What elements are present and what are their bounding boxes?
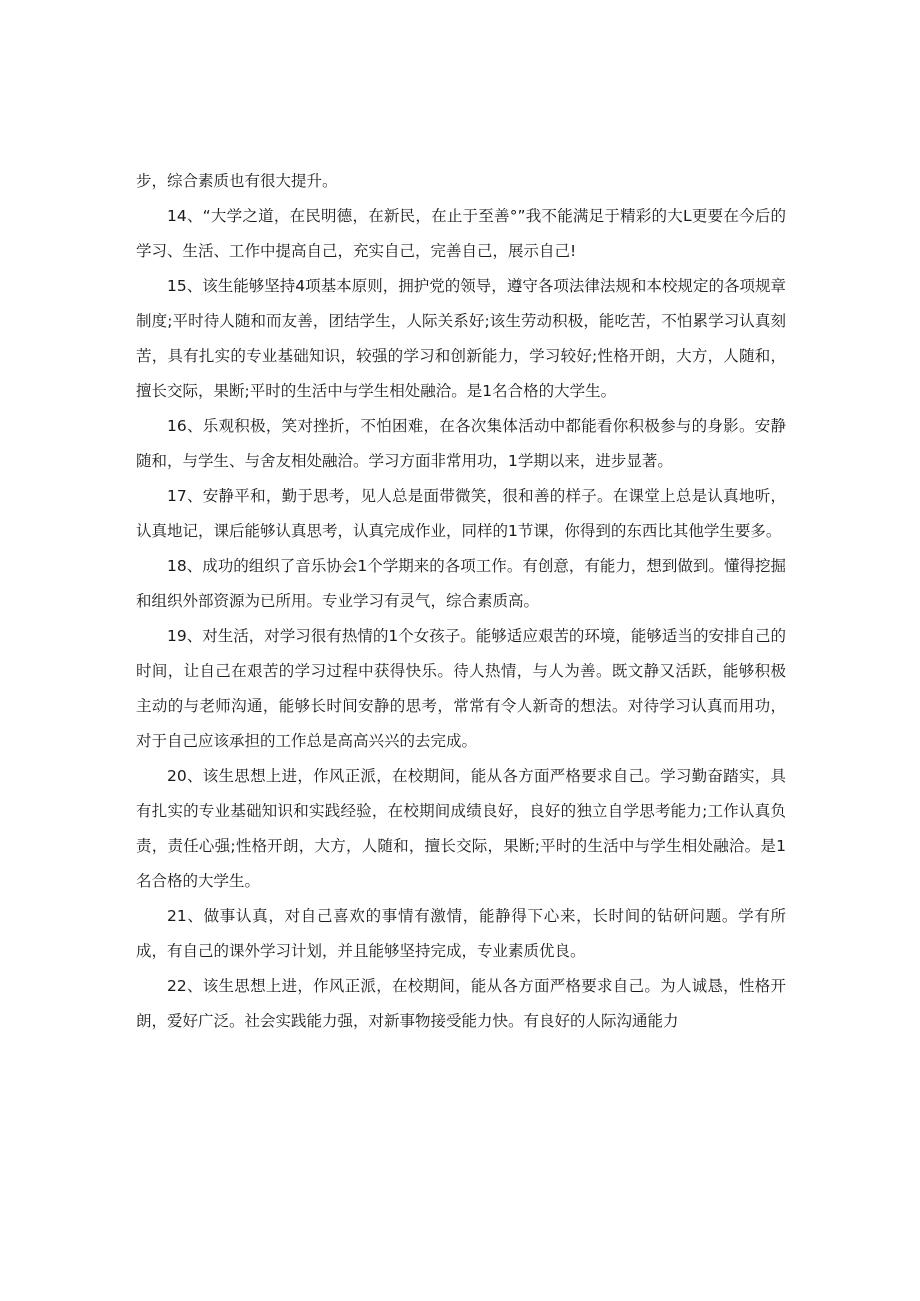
paragraph-19: 19、对生活，对学习很有热情的1个女孩子。能够适应艰苦的环境，能够适当的安排自己的时间，让自己在艰苦的学习过程中获得快乐。待人热情，与人为善。既文静又活跃，能够积极主动的与老师沟通，能够长时间安静的思考，常常有令人新奇的想法。对待学习认真而用功，对于自己应该承担的工作总是高高兴兴的去完成。 xyxy=(136,627,786,750)
paragraph-22: 22、该生思想上进，作风正派，在校期间，能从各方面严格要求自己。为人诚恳，性格开朗，爱好广泛。社会实践能力强，对新事物接受能力快。有良好的人际沟通能力 xyxy=(136,977,786,1030)
paragraph-20: 20、该生思想上进，作风正派，在校期间，能从各方面严格要求自己。学习勤奋踏实，具有扎实的专业基础知识和实践经验，在校期间成绩良好，良好的独立自学思考能力;工作认真负责，责任心强;性格开朗，大方，人随和，擅长交际，果断;平时的生活中与学生相处融洽。是1名合格的大学生。 xyxy=(136,767,786,890)
paragraph-17: 17、安静平和，勤于思考，见人总是面带微笑，很和善的样子。在课堂上总是认真地听，认真地记，课后能够认真思考，认真完成作业，同样的1节课，你得到的东西比其他学生要多。 xyxy=(136,487,786,540)
paragraph-15: 15、该生能够坚持4项基本原则，拥护党的领导，遵守各项法律法规和本校规定的各项规章制度;平时待人随和而友善，团结学生，人际关系好;该生劳动积极，能吃苦，不怕累学习认真刻苦，具有扎实的专业基础知识，较强的学习和创新能力，学习较好;性格开朗，大方，人随和，擅长交际，果断;平时的生活中与学生相处融洽。是1名合格的大学生。 xyxy=(136,277,786,400)
paragraph-14: 14、“大学之道，在民明德，在新民，在止于至善°”我不能满足于精彩的大L更要在今后的学习、生活、工作中提高自己，充实自己，完善自己，展示自己! xyxy=(136,207,786,260)
paragraph-18: 18、成功的组织了音乐协会1个学期来的各项工作。有创意，有能力，想到做到。懂得挖掘和组织外部资源为已所用。专业学习有灵气，综合素质高。 xyxy=(136,557,786,610)
paragraph-13-tail: 步，综合素质也有很大提升。 xyxy=(136,172,338,190)
document-body xyxy=(136,164,786,1039)
paragraph-16: 16、乐观积极，笑对挫折，不怕困难，在各次集体活动中都能看你积极参与的身影。安静随和，与学生、与舍友相处融洽。学习方面非常用功，1学期以来，进步显著。 xyxy=(136,417,786,470)
paragraph-21: 21、做事认真，对自己喜欢的事情有激情，能静得下心来，长时间的钻研问题。学有所成，有自己的课外学习计划，并且能够坚持完成，专业素质优良。 xyxy=(136,907,786,960)
